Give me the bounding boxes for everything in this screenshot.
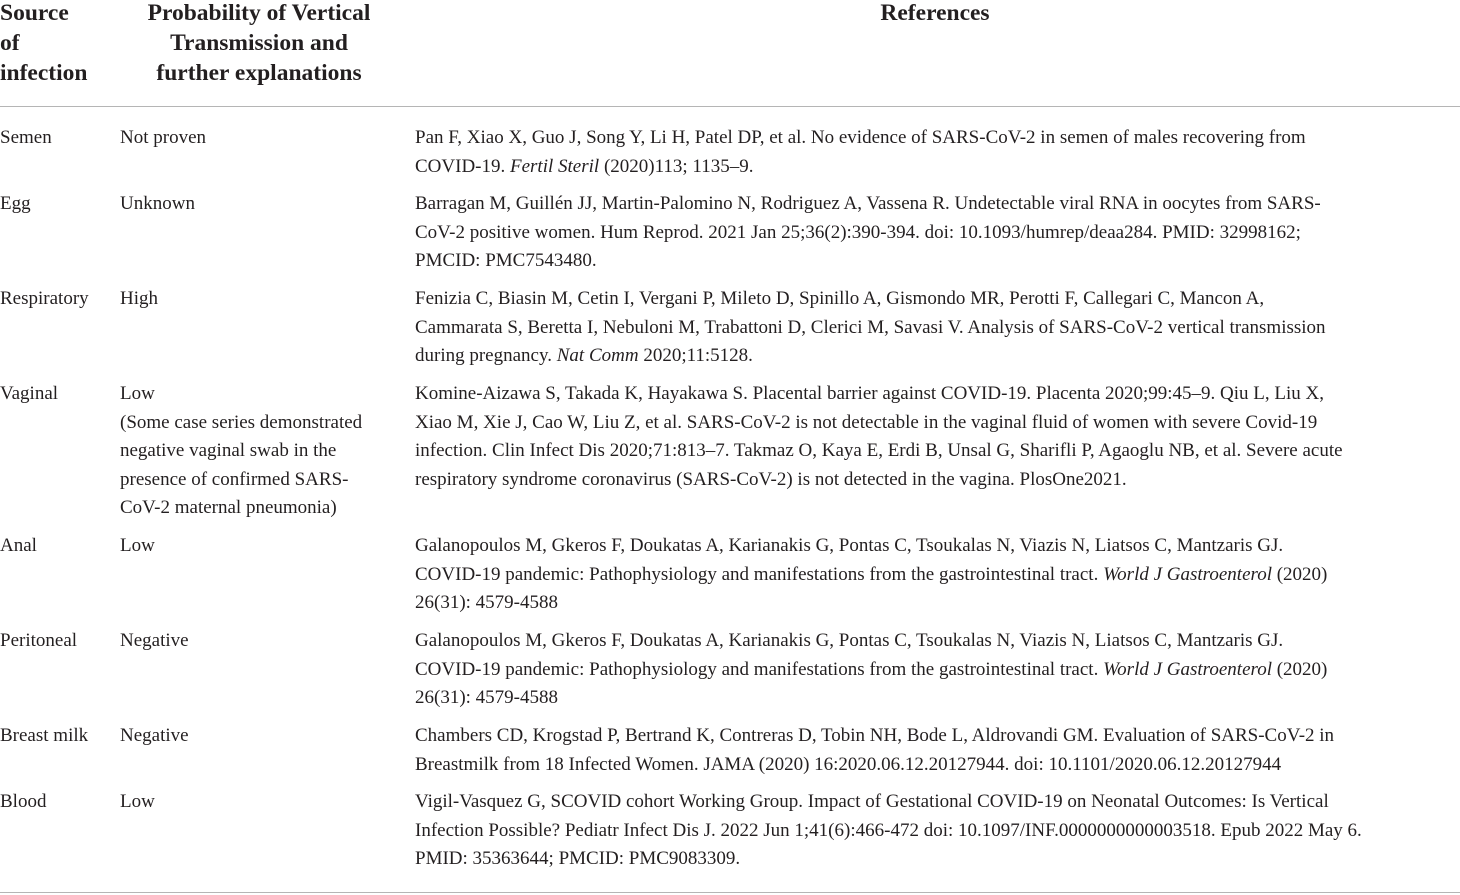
reference-line (415, 817, 1460, 846)
reference-text: Galanopoulos M, Gkeros F, Doukatas A, Karianakis G, Pontas C, Tsoukalas N, Viazis N, Liatsos C, Mantzaris GJ. (415, 630, 1284, 651)
column-header-source (0, 0, 112, 88)
reference-text: during pregnancy. (415, 345, 557, 366)
reference-line (415, 532, 1460, 561)
reference-text: 2020;11:5128. (638, 345, 753, 366)
header-text-line: infection (0, 60, 88, 86)
reference-text: (2020)113; 1135–9. (599, 155, 754, 177)
reference-text: Infection Possible? Pediatr Infect Dis J. 2022 Jun 1;41(6):466-472 doi: 10.1097/INF.0000000000003518. Epub 2022 May 6. (415, 819, 1362, 841)
cell-probability (120, 532, 392, 561)
reference-text: 26(31): 4579-4588 (415, 592, 559, 613)
reference-text: Breastmilk from 18 Infected Women. JAMA (2020) 16:2020.06.12.20127944. doi: 10.1101/2020.06.12.20127944 (415, 753, 1282, 775)
probability-line: CoV-2 maternal pneumonia) (120, 497, 337, 518)
cell-source: Breast milk (0, 725, 89, 746)
reference-line (415, 190, 1460, 219)
cell-source: Anal (0, 535, 37, 556)
reference-line (415, 285, 1460, 314)
reference-text: Cammarata S, Beretta I, Nebuloni M, Trabattoni D, Clerici M, Savasi V. Analysis of SARS-CoV-2 vertical transmission (415, 316, 1326, 338)
reference-text: Fenizia C, Biasin M, Cetin I, Vergani P, Mileto D, Spinillo A, Gismondo MR, Perotti F, Callegari C, Mancon A, (415, 288, 1265, 309)
probability-line: High (120, 288, 158, 309)
probability-line: Negative (120, 630, 189, 651)
cell-reference (415, 722, 1460, 779)
reference-text: Komine-Aizawa S, Takada K, Hayakawa S. Placental barrier against COVID-19. Placenta 2020;99:45–9. Qiu L, Liu X, (415, 383, 1325, 404)
header-text-line: Probability of Vertical (147, 0, 371, 26)
cell-probability (120, 190, 392, 219)
cell-probability (120, 124, 392, 153)
journal-name: World J Gastroenterol (1103, 563, 1272, 585)
cell-reference (415, 532, 1460, 618)
probability-line: Negative (120, 725, 189, 746)
reference-text: Xiao M, Xie J, Cao W, Liu Z, et al. SARS-CoV-2 is not detectable in the vaginal fluid of women with severe Covid-19 (415, 411, 1318, 433)
reference-line (415, 124, 1460, 153)
header-text-line: of (0, 30, 20, 56)
reference-line (415, 314, 1460, 343)
reference-line (415, 561, 1460, 590)
cell-reference (415, 190, 1460, 276)
header-text-line: Source (0, 0, 69, 26)
cell-source: Peritoneal (0, 630, 78, 651)
probability-line: presence of confirmed SARS- (120, 468, 349, 490)
reference-line (415, 437, 1460, 466)
header-text-line: further explanations (156, 60, 362, 86)
cell-probability (120, 788, 392, 817)
table-bottom-rule (0, 892, 1460, 893)
cell-probability (120, 722, 392, 751)
reference-line (415, 219, 1460, 248)
reference-text: CoV-2 positive women. Hum Reprod. 2021 Jan 25;36(2):390-394. doi: 10.1093/humrep/deaa284. PMID: 32998162; (415, 221, 1301, 243)
reference-text: COVID-19. (415, 155, 510, 177)
reference-text: Pan F, Xiao X, Guo J, Song Y, Li H, Patel DP, et al. No evidence of SARS-CoV-2 in semen of males recovering from (415, 127, 1306, 148)
reference-line (415, 722, 1460, 751)
reference-text: respiratory syndrome coronavirus (SARS-CoV-2) is not detected in the vagina. PlosOne2021. (415, 468, 1127, 490)
probability-line: (Some case series demonstrated (120, 411, 363, 433)
probability-line: Low (120, 383, 155, 404)
reference-text: Vigil-Vasquez G, SCOVID cohort Working Group. Impact of Gestational COVID-19 on Neonatal Outcomes: Is Vertical (415, 791, 1329, 812)
probability-line: Unknown (120, 193, 195, 214)
reference-line (415, 589, 1460, 618)
cell-reference (415, 788, 1460, 874)
reference-line (415, 153, 1460, 182)
table-header (0, 0, 1460, 106)
reference-line (415, 627, 1460, 656)
reference-line (415, 380, 1460, 409)
cell-reference (415, 285, 1460, 371)
journal-name: World J Gastroenterol (1103, 658, 1272, 680)
reference-text: COVID-19 pandemic: Pathophysiology and manifestations from the gastrointestinal tract. (415, 658, 1104, 680)
column-header-references: References (880, 0, 990, 26)
column-header-probability (120, 0, 398, 88)
reference-line (415, 684, 1460, 713)
cell-probability (120, 380, 392, 523)
reference-text: Galanopoulos M, Gkeros F, Doukatas A, Karianakis G, Pontas C, Tsoukalas N, Viazis N, Liatsos C, Mantzaris GJ. (415, 535, 1284, 556)
probability-line: Low (120, 535, 155, 556)
cell-source: Semen (0, 127, 52, 148)
cell-source: Egg (0, 193, 31, 214)
reference-text: (2020) (1271, 658, 1328, 680)
reference-text: (2020) (1271, 563, 1328, 585)
reference-text: Barragan M, Guillén JJ, Martin-Palomino N, Rodriguez A, Vassena R. Undetectable viral RNA in oocytes from SARS- (415, 193, 1321, 214)
reference-text: infection. Clin Infect Dis 2020;71:813–7. Takmaz O, Kaya E, Erdi B, Unsal G, Sharifli P, Agaoglu NB, et al. Severe acute (415, 440, 1343, 461)
reference-line (415, 342, 1460, 371)
header-text-line: Transmission and (170, 30, 348, 56)
probability-line: Not proven (120, 127, 207, 148)
reference-text: Chambers CD, Krogstad P, Bertrand K, Contreras D, Tobin NH, Bode L, Aldrovandi GM. Evaluation of SARS-CoV-2 in (415, 725, 1335, 746)
probability-line: negative vaginal swab in the (120, 440, 337, 461)
cell-probability (120, 285, 392, 314)
reference-line (415, 751, 1460, 780)
cell-probability (120, 627, 392, 656)
header-divider (0, 106, 1460, 107)
cell-reference (415, 124, 1460, 181)
reference-line (415, 466, 1460, 495)
cell-source: Respiratory (0, 288, 89, 309)
reference-text: 26(31): 4579-4588 (415, 687, 559, 708)
cell-reference (415, 380, 1460, 494)
cell-source: Vaginal (0, 383, 59, 404)
cell-reference (415, 627, 1460, 713)
probability-line: Low (120, 791, 155, 812)
cell-source: Blood (0, 791, 47, 812)
reference-line (415, 656, 1460, 685)
reference-text: PMCID: PMC7543480. (415, 250, 597, 271)
journal-name: Nat Comm (556, 345, 639, 366)
reference-line (415, 845, 1460, 874)
reference-text: PMID: 35363644; PMCID: PMC9083309. (415, 848, 741, 869)
reference-line (415, 409, 1460, 438)
reference-line (415, 247, 1460, 276)
reference-text: COVID-19 pandemic: Pathophysiology and manifestations from the gastrointestinal tract. (415, 563, 1104, 585)
journal-name: Fertil Steril (510, 155, 600, 177)
reference-line (415, 788, 1460, 817)
